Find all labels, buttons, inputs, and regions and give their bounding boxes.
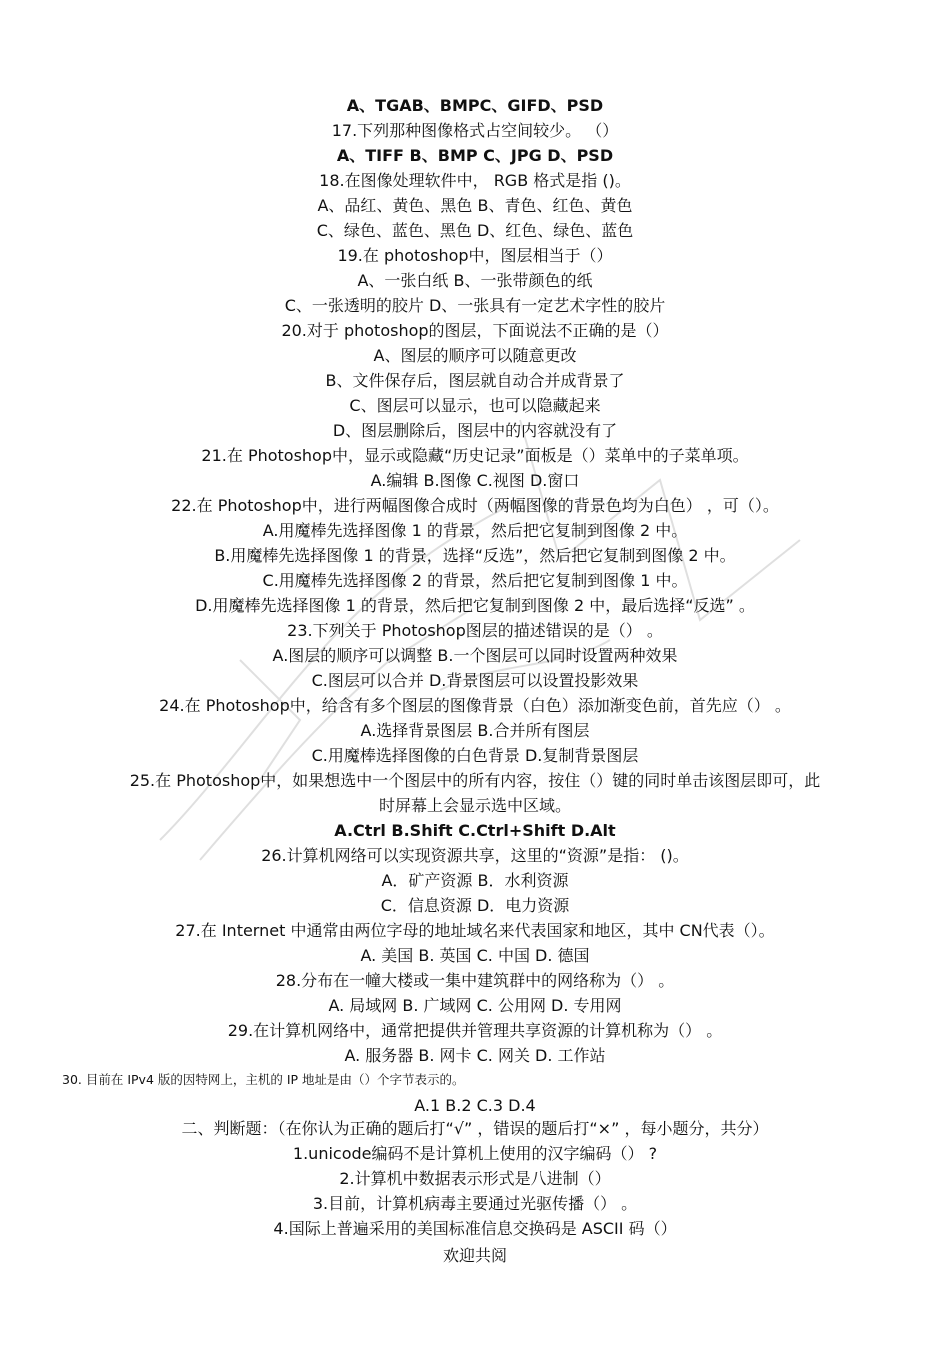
question-24: 24.在 Photoshop中，给含有多个图层的图像背景（白色）添加渐变色前，首先应（） 。 <box>159 696 791 715</box>
answer-options: A.1 B.2 C.3 D.4 <box>414 1096 536 1115</box>
judgment-question-3: 3.目前，计算机病毒主要通过光驱传播（） 。 <box>312 1194 638 1213</box>
question-25-continued: 时屏幕上会显示选中区域。 <box>378 796 571 815</box>
answer-options: A、品红、黄色、黑色 B、青色、红色、黄色 <box>317 196 633 215</box>
answer-options: C.用魔棒选择图像的白色背景 D.复制背景图层 <box>311 746 639 765</box>
answer-option-c: C.用魔棒先选择图像 2 的背景，然后把它复制到图像 1 中。 <box>262 571 688 590</box>
answer-options: A、TGAB、BMPC、GIFD、PSD <box>346 96 604 115</box>
answer-option-c: C、图层可以显示，也可以隐藏起来 <box>349 396 601 415</box>
answer-options: C、绿色、蓝色、黑色 D、红色、绿色、蓝色 <box>316 221 634 240</box>
answer-options: A.Ctrl B.Shift C.Ctrl+Shift D.Alt <box>334 821 616 840</box>
question-27: 27.在 Internet 中通常由两位字母的地址域名来代表国家和地区，其中 CN代表（）。 <box>175 921 775 940</box>
judgment-question-2: 2.计算机中数据表示形式是八进制（） <box>339 1169 611 1188</box>
answer-option-d: D、图层删除后，图层中的内容就没有了 <box>332 421 618 440</box>
page-footer: 欢迎共阅 <box>442 1246 507 1265</box>
answer-options: A. 局域网 B. 广域网 C. 公用网 D. 专用网 <box>328 996 622 1015</box>
answer-options: A. 服务器 B. 网卡 C. 网关 D. 工作站 <box>344 1046 606 1065</box>
question-19: 19.在 photoshop中，图层相当于（） <box>337 246 613 265</box>
answer-options: A.选择背景图层 B.合并所有图层 <box>360 721 590 740</box>
answer-options: C、一张透明的胶片 D、一张具有一定艺术字性的胶片 <box>284 296 666 315</box>
answer-options: A.图层的顺序可以调整 B.一个图层可以同时设置两种效果 <box>272 646 678 665</box>
answer-options: A．矿产资源 B．水利资源 <box>381 871 569 890</box>
answer-option-b: B、文件保存后，图层就自动合并成背景了 <box>325 371 625 390</box>
answer-option-b: B.用魔棒先选择图像 1 的背景，选择“反选”，然后把它复制到图像 2 中。 <box>214 546 736 565</box>
question-28: 28.分布在一幢大楼或一集中建筑群中的网络称为（） 。 <box>275 971 675 990</box>
question-18: 18.在图像处理软件中， RGB 格式是指 ()。 <box>319 171 631 190</box>
question-25: 25.在 Photoshop中，如果想选中一个图层中的所有内容，按住（）键的同时单击该图层即可，此 <box>129 771 821 790</box>
question-29: 29.在计算机网络中，通常把提供并管理共享资源的计算机称为（） 。 <box>227 1021 723 1040</box>
question-30: 30. 目前在 IPv4 版的因特网上，主机的 IP 地址是由（）个字节表示的。 <box>62 1072 465 1087</box>
question-26: 26.计算机网络可以实现资源共享，这里的“资源”是指： ()。 <box>261 846 689 865</box>
question-20: 20.对于 photoshop的图层，下面说法不正确的是（） <box>281 321 669 340</box>
answer-options: A、一张白纸 B、一张带颜色的纸 <box>357 271 593 290</box>
answer-option-d: D.用魔棒先选择图像 1 的背景，然后把它复制到图像 2 中，最后选择“反选” 。 <box>195 596 755 615</box>
section-heading: 二、判断题：（在你认为正确的题后打“√” ，错误的题后打“×” ，每小题分，共分） <box>181 1119 769 1138</box>
judgment-question-4: 4.国际上普遍采用的美国标准信息交换码是 ASCII 码（） <box>273 1219 677 1238</box>
answer-options: A、TIFF B、BMP C、JPG D、PSD <box>336 146 614 165</box>
answer-options: A.编辑 B.图像 C.视图 D.窗口 <box>370 471 580 490</box>
answer-option-a: A、图层的顺序可以随意更改 <box>373 346 577 365</box>
question-23: 23.下列关于 Photoshop图层的描述错误的是（） 。 <box>287 621 663 640</box>
question-21: 21.在 Photoshop中，显示或隐藏“历史记录”面板是（）菜单中的子菜单项。 <box>201 446 749 465</box>
answer-options: A. 美国 B. 英国 C. 中国 D. 德国 <box>360 946 590 965</box>
answer-options: C.图层可以合并 D.背景图层可以设置投影效果 <box>311 671 639 690</box>
question-17: 17.下列那种图像格式占空间较少。 （） <box>331 121 619 140</box>
answer-option-a: A.用魔棒先选择图像 1 的背景，然后把它复制到图像 2 中。 <box>262 521 688 540</box>
judgment-question-1: 1.unicode编码不是计算机上使用的汉字编码（） ? <box>292 1144 658 1163</box>
answer-options: C．信息资源 D．电力资源 <box>380 896 570 915</box>
question-22: 22.在 Photoshop中，进行两幅图像合成时（两幅图像的背景色均为白色） ，可（）。 <box>171 496 779 515</box>
